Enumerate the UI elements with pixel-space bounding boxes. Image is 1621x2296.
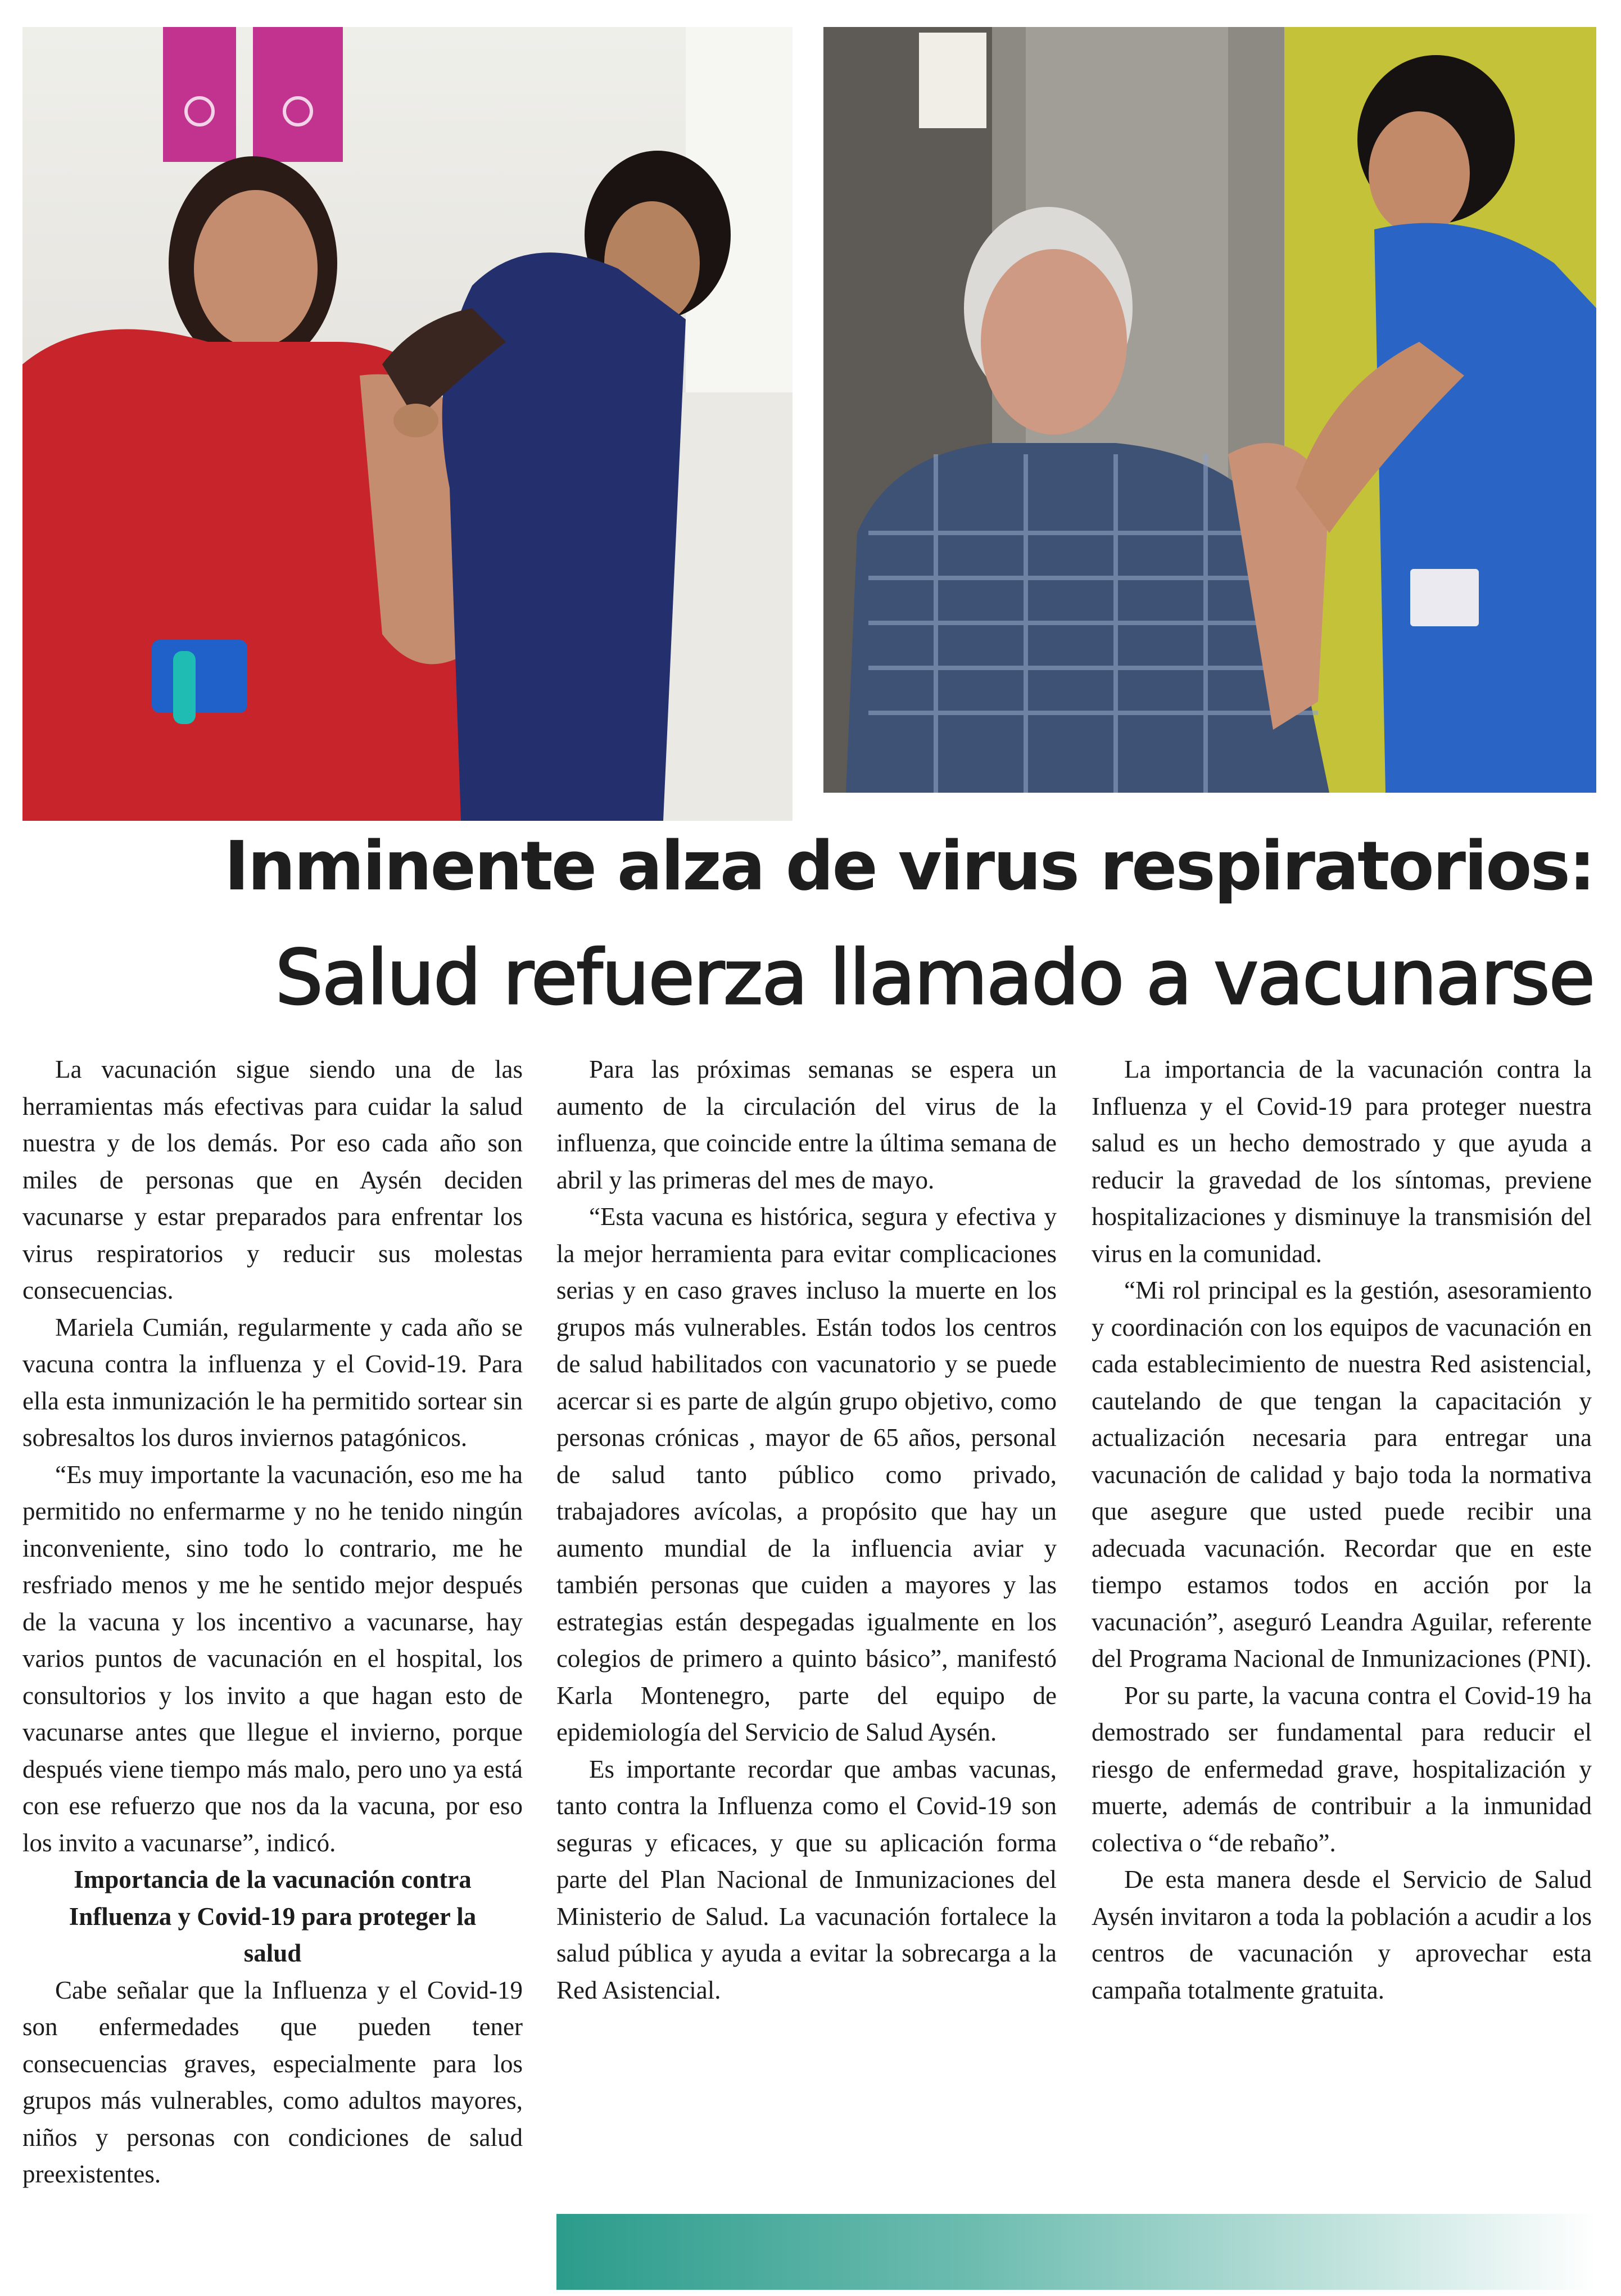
photo-man-vaccination-illustration [823, 27, 1596, 793]
paragraph: Cabe señalar que la Influenza y el Covid-19 son enfermedades que pueden tener consecuencias graves, especialmente para los grupos más vulnerables, como adultos mayores, niños y personas con condiciones de salud preexistentes. [22, 1976, 523, 2188]
article-column-3 [1092, 1051, 1592, 2009]
paragraph: “Mi rol principal es la gestión, asesoramiento y coordinación con los equipos de vacunación en cada establecimiento de nuestra Red asistencial, cautelando de que tengan la capacitación y actualización necesaria para entregar una vacunación de calidad y bajo toda la normativa que asegure que usted puede recibir una adecuada vacunación. Recordar que en este tiempo estamos todos en acción por la vacunación”, aseguró Leandra Aguilar, referente del Programa Nacional de Inmunizaciones (PNI). [1092, 1276, 1592, 1673]
article-column-1 [22, 1051, 523, 2193]
paragraph: “Esta vacuna es histórica, segura y efectiva y la mejor herramienta para evitar complicaciones serias y en caso graves incluso la muerte en los grupos más vulnerables. Están todos los centros de salud habilitados con vacunatorio y se puede acercar si es parte de algún grupo objetivo, como personas crónicas , mayor de 65 años, personal de salud tanto público como privado, trabajadores avícolas, a propósito que hay un aumento mundial de la influencia aviar y también personas que cuiden a mayores y las estrategias están despegadas igualmente en los colegios de primero a quinto básico”, manifestó Karla Montenegro, parte del equipo de epidemiología del Servicio de Salud Aysén. [556, 1203, 1057, 1746]
footer-gradient-bar [556, 2214, 1597, 2290]
paragraph: “Es muy importante la vacunación, eso me ha permitido no enfermarme y no he tenido ningún inconveniente, sino todo lo contrario, me he resfriado menos y me he sentido mejor después de la vacuna y los incentivo a vacunarse, hay varios puntos de vacunación en el hospital, los consultorios y los invito a que hagan esto de vacunarse antes que llegue el invierno, porque después viene tiempo más malo, pero uno ya está con ese refuerzo que nos da la vacuna, por eso los invito a vacunarse”, indicó. [22, 1460, 523, 1857]
paragraph: La importancia de la vacunación contra la Influenza y el Covid-19 para proteger nuestra salud es un hecho demostrado y que ayuda a reducir la gravedad de los síntomas, previene hospitalizaciones y disminuye la transmisión del virus en la comunidad. [1092, 1055, 1592, 1268]
article-column-2 [556, 1051, 1057, 2009]
paragraph: De esta manera desde el Servicio de Salud Aysén invitaron a toda la población a acudir a los centros de vacunación y aprovechar esta campaña totalmente gratuita. [1092, 1865, 1592, 2004]
paragraph: Es importante recordar que ambas vacunas, tanto contra la Influenza como el Covid-19 son seguras y eficaces, y que su aplicación forma parte del Plan Nacional de Inmunizaciones del Ministerio de Salud. La vacunación fortalece la salud pública y ayuda a evitar la sobrecarga a la Red Asistencial. [556, 1755, 1057, 2004]
section-subheading: Importancia de la vacunación contra Influenza y Covid-19 para proteger la salud [69, 1865, 477, 1967]
paragraph: La vacunación sigue siendo una de las herramientas más efectivas para cuidar la salud nuestra y de los demás. Por eso cada año son miles de personas que en Aysén deciden vacunarse y estar preparados para enfrentar los virus respiratorios y reducir sus molestas consecuencias. [22, 1055, 523, 1304]
headline-line-2: Salud refuerza llamado a vacunarse [275, 934, 1594, 1022]
paragraph: Para las próximas semanas se espera un aumento de la circulación del virus de la influenza, que coincide entre la última semana de abril y las primeras del mes de mayo. [556, 1055, 1057, 1194]
paragraph: Mariela Cumián, regularmente y cada año se vacuna contra la influenza y el Covid-19. Para ella esta inmunización le ha permitido sortear sin sobresaltos los duros inviernos patagónicos. [22, 1313, 523, 1452]
headline-line-1: Inminente alza de virus respiratorios: [224, 828, 1594, 906]
paragraph: Por su parte, la vacuna contra el Covid-19 ha demostrado ser fundamental para reducir el riesgo de enfermedad grave, hospitalización y muerte, además de contribuir a la inmunidad colectiva o “de rebaño”. [1092, 1681, 1592, 1857]
photo-man-vaccination [823, 27, 1596, 793]
photo-woman-vaccination [22, 27, 793, 821]
photo-woman-vaccination-illustration [22, 27, 793, 821]
